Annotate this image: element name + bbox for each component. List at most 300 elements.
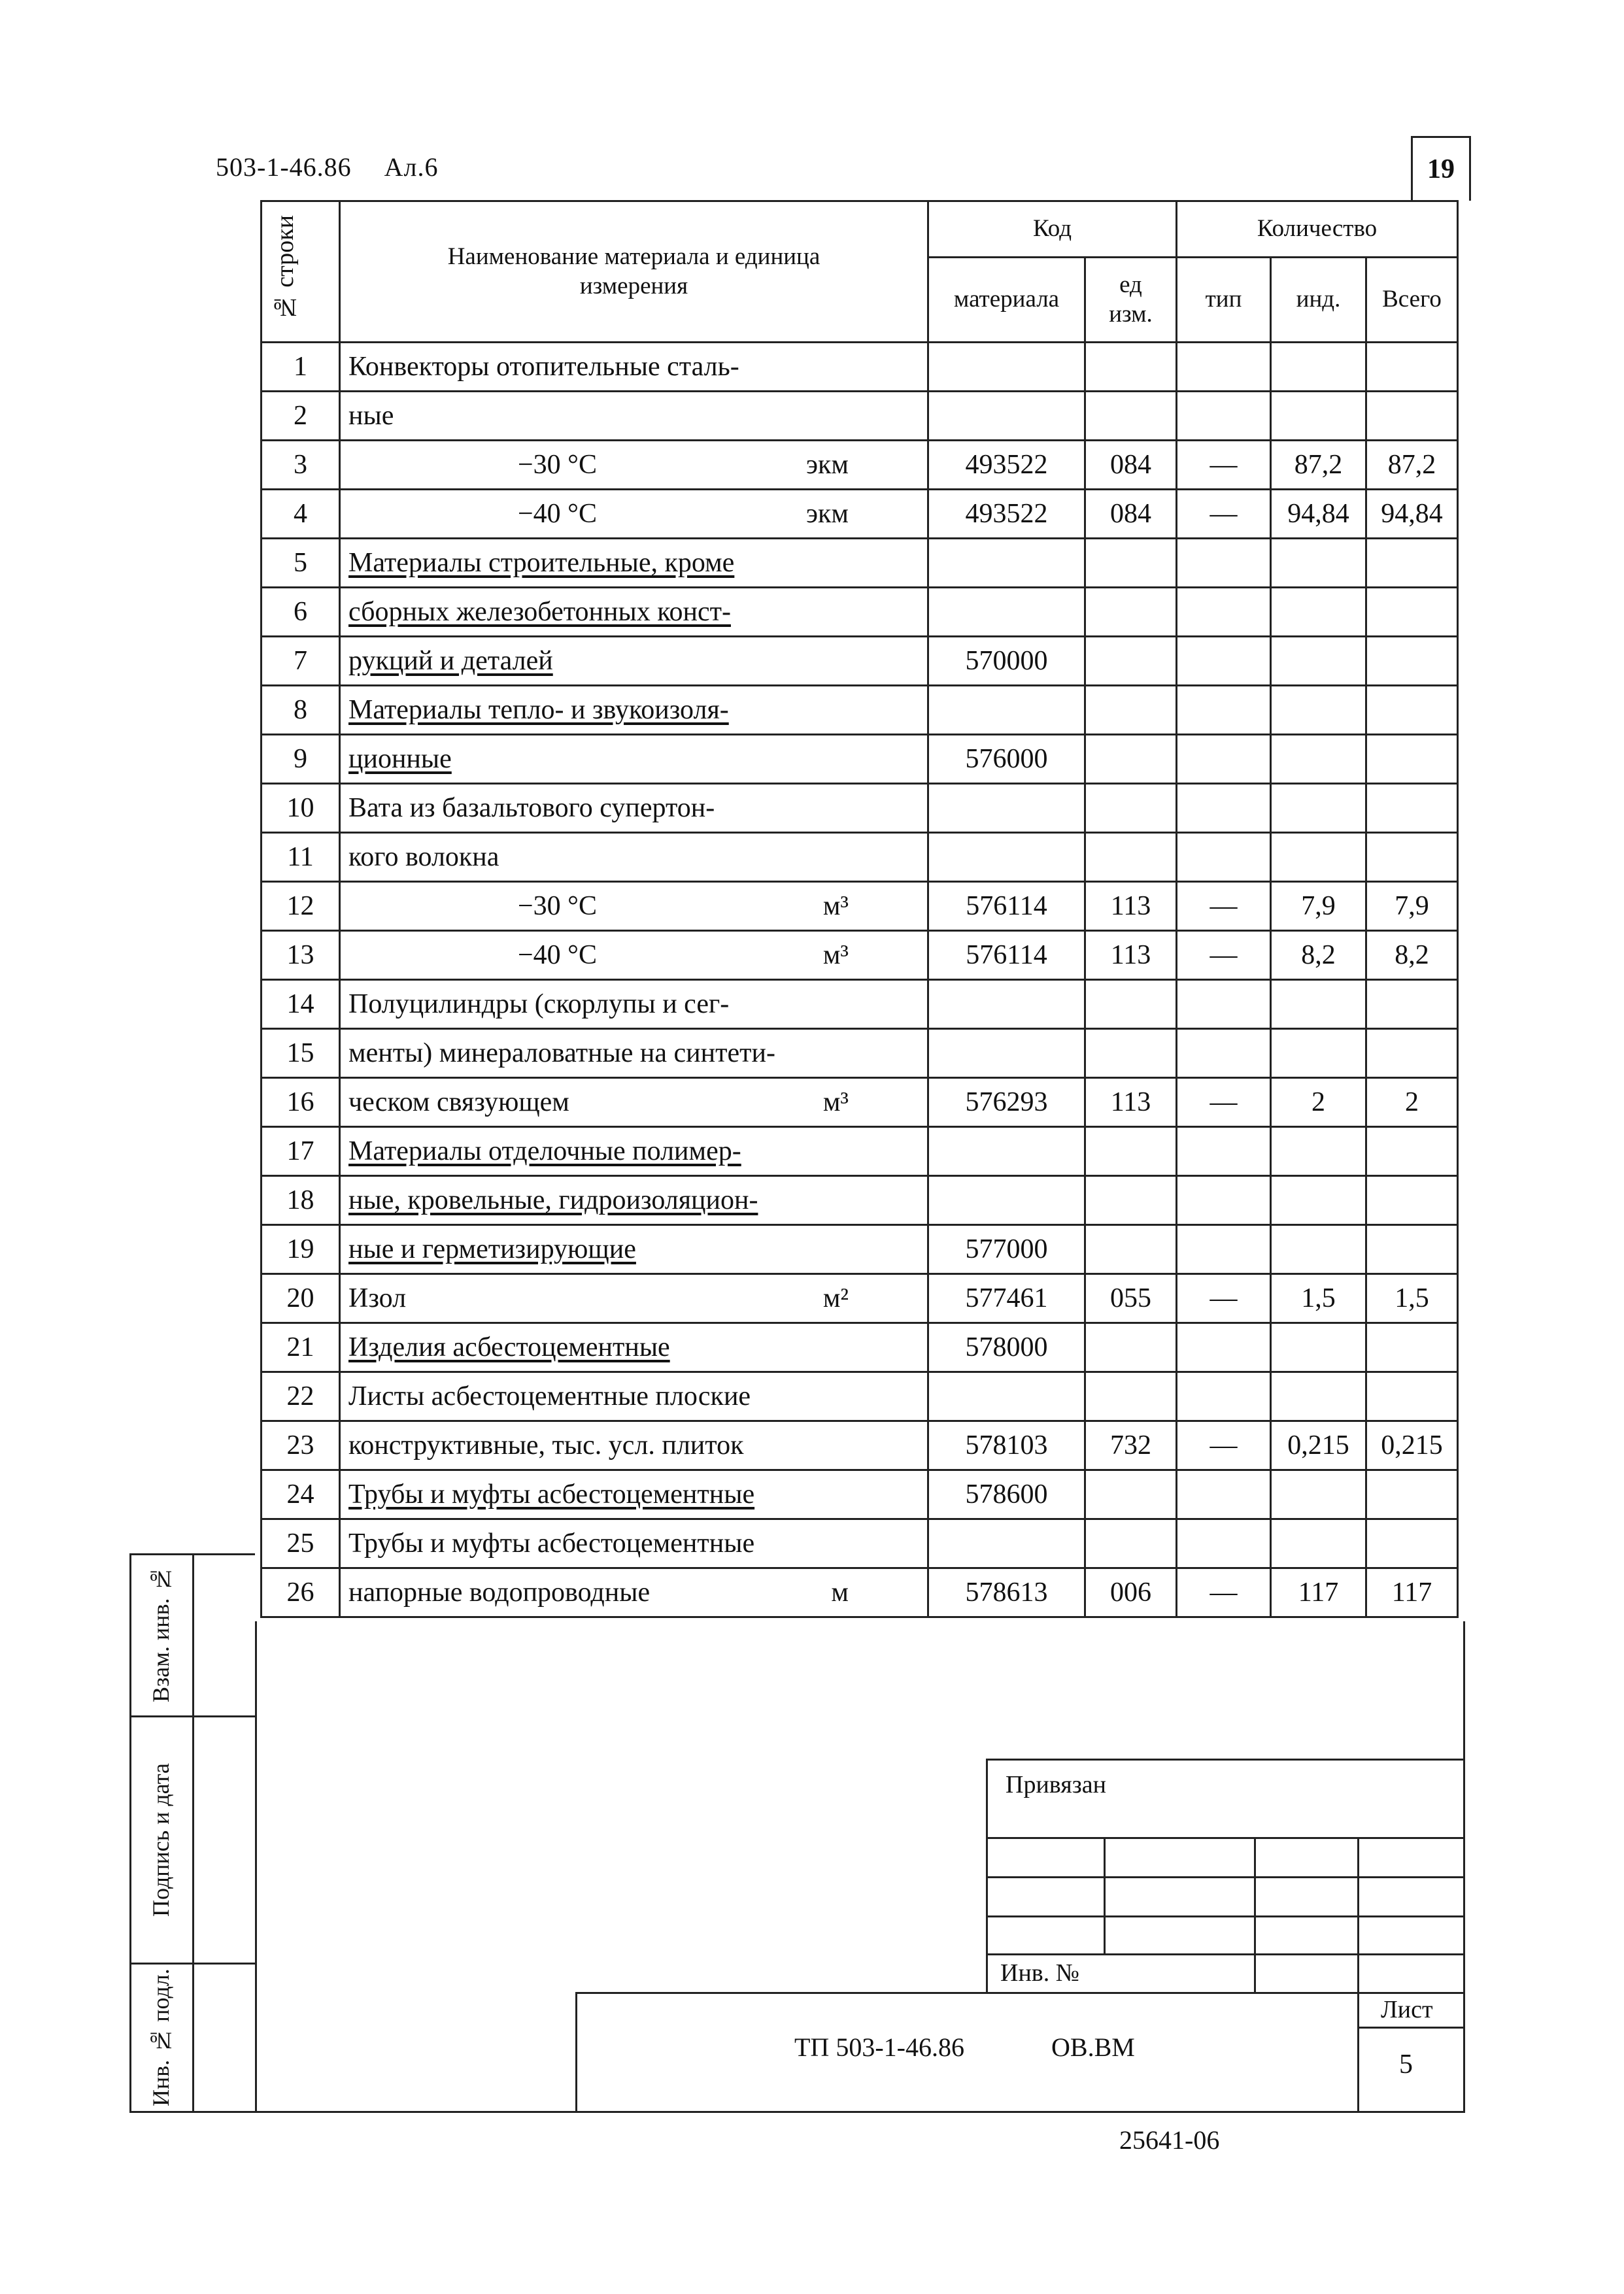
qty-total-cell	[1366, 637, 1458, 686]
row-number: 25	[286, 1528, 314, 1559]
row-number: 22	[286, 1381, 314, 1411]
doc-number: 503-1-46.86	[216, 152, 352, 182]
unit-code-cell	[1085, 441, 1177, 490]
unit-code-cell	[1085, 343, 1177, 392]
unit-code-cell	[1085, 637, 1177, 686]
material-code-cell	[928, 1176, 1085, 1225]
material-name: конструктивные, тыс. усл. плиток	[348, 1430, 744, 1460]
material-name: сборных железобетонных конст-	[348, 597, 731, 627]
material-code-cell	[928, 931, 1085, 980]
material-name: ные	[348, 401, 394, 431]
inv-number-label: Инв. №	[1000, 1959, 1079, 1987]
material-name-cell	[340, 588, 928, 637]
table-row	[262, 833, 1458, 882]
material-code: 578103	[965, 1430, 1048, 1460]
qty-total-cell	[1366, 539, 1458, 588]
row-number-cell	[262, 588, 340, 637]
material-name: менты) минераловатные на синтети-	[348, 1038, 775, 1068]
qty-individual-cell	[1271, 1519, 1366, 1568]
qty-individual-cell	[1271, 1323, 1366, 1372]
material-name-cell	[340, 1225, 928, 1274]
col-qty-type	[1177, 258, 1271, 343]
qty-type: —	[1210, 940, 1238, 970]
qty-type-cell	[1177, 441, 1271, 490]
unit-code: 113	[1110, 1087, 1151, 1117]
material-name-cell	[340, 343, 928, 392]
row-number: 12	[286, 891, 314, 921]
stamp-original-inv-label: Инв. № подл.	[148, 1968, 174, 2107]
material-name-cell	[340, 637, 928, 686]
qty-type-cell	[1177, 1519, 1271, 1568]
unit-code-cell	[1085, 1372, 1177, 1421]
qty-total-cell	[1366, 1470, 1458, 1519]
row-number-cell	[262, 735, 340, 784]
material-code-cell	[928, 1568, 1085, 1617]
material-code-cell	[928, 1078, 1085, 1127]
material-code-cell	[928, 392, 1085, 441]
page-number-box	[1411, 136, 1471, 201]
row-number: 6	[294, 597, 307, 627]
sheet-label: Лист	[1381, 1996, 1433, 2023]
material-name: Трубы и муфты асбестоцементные	[348, 1528, 755, 1559]
qty-total: 1,5	[1395, 1283, 1429, 1313]
row-number-cell	[262, 1323, 340, 1372]
qty-total-cell	[1366, 441, 1458, 490]
material-name: Изол	[348, 1283, 407, 1313]
unit-code-cell	[1085, 1568, 1177, 1617]
row-number-cell	[262, 637, 340, 686]
unit-code-cell	[1085, 1078, 1177, 1127]
row-number-cell	[262, 1274, 340, 1323]
row-number-cell	[262, 1029, 340, 1078]
document-mark: ОВ.ВМ	[1051, 2033, 1135, 2062]
qty-individual-cell	[1271, 1470, 1366, 1519]
material-code-cell	[928, 1372, 1085, 1421]
unit-code-cell	[1085, 1274, 1177, 1323]
row-number-cell	[262, 1372, 340, 1421]
material-name-cell	[340, 1274, 928, 1323]
col-row-no	[262, 201, 340, 343]
qty-total: 117	[1391, 1577, 1432, 1608]
qty-total: 0,215	[1381, 1430, 1443, 1460]
table-row	[262, 980, 1458, 1029]
col-qty-total-label: Всего	[1382, 286, 1442, 313]
col-qty-group-label: Количество	[1257, 215, 1378, 243]
row-number-cell	[262, 833, 340, 882]
unit-code-cell	[1085, 1323, 1177, 1372]
qty-type: —	[1210, 1283, 1238, 1313]
col-code-group-label: Код	[1032, 215, 1072, 243]
row-number: 8	[294, 695, 307, 725]
qty-individual-cell	[1271, 1274, 1366, 1323]
unit-code: 113	[1110, 940, 1151, 970]
row-number: 11	[287, 842, 314, 872]
material-name: Листы асбестоцементные плоские	[348, 1381, 751, 1411]
qty-total-cell	[1366, 1519, 1458, 1568]
row-number-cell	[262, 1127, 340, 1176]
qty-type-cell	[1177, 686, 1271, 735]
qty-type-cell	[1177, 1470, 1271, 1519]
privyazan-label: Привязан	[1006, 1771, 1106, 1798]
order-number: 25641-06	[1119, 2125, 1220, 2155]
qty-total-cell	[1366, 1568, 1458, 1617]
material-name: Материалы отделочные полимер-	[348, 1136, 741, 1166]
qty-type: —	[1210, 1577, 1238, 1608]
temperature-label: −30 °С	[518, 450, 597, 480]
sheet-number: 5	[1399, 2049, 1413, 2080]
table-row	[262, 1127, 1458, 1176]
qty-type-cell	[1177, 539, 1271, 588]
qty-type: —	[1210, 1430, 1238, 1460]
row-number-cell	[262, 343, 340, 392]
table-row	[262, 1029, 1458, 1078]
qty-individual-cell	[1271, 833, 1366, 882]
qty-individual: 8,2	[1301, 940, 1336, 970]
unit-of-measure: м	[831, 1577, 849, 1608]
row-number-cell	[262, 1568, 340, 1617]
materials-table	[260, 200, 1459, 1618]
temperature-label: −30 °С	[518, 891, 597, 921]
material-code-cell	[928, 588, 1085, 637]
qty-total-cell	[1366, 882, 1458, 931]
qty-type-cell	[1177, 588, 1271, 637]
material-code-cell	[928, 1274, 1085, 1323]
row-number: 19	[286, 1234, 314, 1264]
qty-individual-cell	[1271, 588, 1366, 637]
material-name-cell	[340, 1519, 928, 1568]
col-qty-total	[1366, 258, 1458, 343]
table-row	[262, 1568, 1458, 1617]
qty-individual-cell	[1271, 1225, 1366, 1274]
table-row	[262, 539, 1458, 588]
material-name-cell	[340, 882, 928, 931]
qty-total-cell	[1366, 833, 1458, 882]
qty-type-cell	[1177, 1029, 1271, 1078]
table-row	[262, 1274, 1458, 1323]
material-code-cell	[928, 1029, 1085, 1078]
material-name: Полуцилиндры (скорлупы и сег-	[348, 989, 730, 1019]
col-code-material	[928, 258, 1085, 343]
material-code-cell	[928, 343, 1085, 392]
material-name-cell	[340, 1470, 928, 1519]
table-row	[262, 1078, 1458, 1127]
unit-code: 084	[1110, 499, 1151, 529]
row-number: 26	[286, 1577, 314, 1608]
unit-of-measure: экм	[805, 499, 849, 529]
document-header	[216, 152, 439, 182]
material-code: 578000	[965, 1332, 1048, 1362]
material-code-cell	[928, 882, 1085, 931]
row-number: 13	[286, 940, 314, 970]
table-row	[262, 490, 1458, 539]
unit-code-cell	[1085, 686, 1177, 735]
qty-type: —	[1210, 1087, 1238, 1117]
table-row	[262, 343, 1458, 392]
row-number: 15	[286, 1038, 314, 1068]
qty-total-cell	[1366, 686, 1458, 735]
material-name-cell	[340, 686, 928, 735]
unit-of-measure: м³	[822, 940, 849, 970]
row-number: 24	[286, 1479, 314, 1510]
material-name-cell	[340, 931, 928, 980]
qty-total-cell	[1366, 1127, 1458, 1176]
row-number-cell	[262, 490, 340, 539]
material-name: Материалы тепло- и звукоизоля-	[348, 695, 729, 725]
qty-individual: 0,215	[1287, 1430, 1349, 1460]
material-name: ческом связующем	[348, 1087, 569, 1117]
qty-total-cell	[1366, 1078, 1458, 1127]
material-name: Конвекторы отопительные сталь-	[348, 352, 739, 382]
unit-code-cell	[1085, 1470, 1177, 1519]
qty-total-cell	[1366, 392, 1458, 441]
qty-type-cell	[1177, 1274, 1271, 1323]
qty-type-cell	[1177, 637, 1271, 686]
col-code-group	[928, 201, 1177, 258]
material-name-cell	[340, 1078, 928, 1127]
qty-individual: 117	[1298, 1577, 1339, 1608]
material-name: ционные	[348, 744, 452, 774]
qty-individual: 1,5	[1301, 1283, 1336, 1313]
material-code-cell	[928, 1127, 1085, 1176]
material-name-cell	[340, 1372, 928, 1421]
qty-individual-cell	[1271, 1568, 1366, 1617]
material-name: ные, кровельные, гидроизоляцион-	[348, 1185, 758, 1215]
qty-type: —	[1210, 499, 1238, 529]
col-qty-ind-label: инд.	[1296, 286, 1341, 313]
unit-code-cell	[1085, 1519, 1177, 1568]
qty-type-cell	[1177, 1372, 1271, 1421]
qty-total-cell	[1366, 931, 1458, 980]
qty-individual-cell	[1271, 1029, 1366, 1078]
col-code-unit	[1085, 258, 1177, 343]
col-name	[340, 201, 928, 343]
qty-total-cell	[1366, 1421, 1458, 1470]
qty-total-cell	[1366, 1274, 1458, 1323]
row-number: 18	[286, 1185, 314, 1215]
material-code: 576114	[966, 891, 1047, 921]
left-stamp	[129, 1553, 255, 2113]
table-row	[262, 784, 1458, 833]
qty-individual-cell	[1271, 441, 1366, 490]
unit-code-cell	[1085, 539, 1177, 588]
document-designation: ТП 503-1-46.86	[794, 2033, 964, 2062]
material-code: 493522	[965, 499, 1048, 529]
qty-individual-cell	[1271, 1421, 1366, 1470]
material-name-cell	[340, 833, 928, 882]
row-number-cell	[262, 1078, 340, 1127]
temperature-label: −40 °С	[518, 940, 597, 970]
row-number: 5	[294, 548, 307, 578]
qty-individual-cell	[1271, 637, 1366, 686]
qty-type-cell	[1177, 1176, 1271, 1225]
row-number-cell	[262, 1421, 340, 1470]
material-code: 570000	[965, 646, 1048, 676]
row-number: 10	[286, 793, 314, 823]
row-number-cell	[262, 1470, 340, 1519]
stamp-replaced-inv-label: Взам. инв. №	[148, 1566, 174, 1703]
qty-type-cell	[1177, 1421, 1271, 1470]
qty-total-cell	[1366, 980, 1458, 1029]
unit-code-cell	[1085, 784, 1177, 833]
qty-individual-cell	[1271, 882, 1366, 931]
unit-of-measure: м³	[822, 891, 849, 921]
row-number-cell	[262, 539, 340, 588]
row-number-cell	[262, 784, 340, 833]
qty-individual-cell	[1271, 392, 1366, 441]
unit-code-cell	[1085, 588, 1177, 637]
material-code: 577461	[965, 1283, 1048, 1313]
qty-total: 2	[1405, 1087, 1419, 1117]
unit-code: 732	[1110, 1430, 1151, 1460]
qty-total: 94,84	[1381, 499, 1443, 529]
album-label: Ал.6	[384, 152, 439, 182]
material-code: 577000	[965, 1234, 1048, 1264]
material-name-cell	[340, 980, 928, 1029]
row-number: 20	[286, 1283, 314, 1313]
material-name: Вата из базальтового супертон-	[348, 793, 715, 823]
table-body	[262, 343, 1458, 1617]
material-code: 576114	[966, 940, 1047, 970]
qty-type-cell	[1177, 343, 1271, 392]
material-name-cell	[340, 1127, 928, 1176]
col-code-unit-label: ед изм.	[1109, 271, 1153, 328]
qty-type-cell	[1177, 833, 1271, 882]
qty-type-cell	[1177, 490, 1271, 539]
row-number-cell	[262, 441, 340, 490]
unit-code-cell	[1085, 833, 1177, 882]
qty-type: —	[1210, 891, 1238, 921]
material-code-cell	[928, 539, 1085, 588]
col-qty-type-label: тип	[1205, 286, 1242, 313]
unit-of-measure: экм	[805, 450, 849, 480]
qty-individual-cell	[1271, 1127, 1366, 1176]
qty-individual: 94,84	[1287, 499, 1349, 529]
row-number: 3	[294, 450, 307, 480]
material-name: Материалы строительные, кроме	[348, 548, 735, 578]
qty-type-cell	[1177, 784, 1271, 833]
material-code: 578600	[965, 1479, 1048, 1510]
row-number: 1	[294, 352, 307, 382]
col-code-material-label: материала	[953, 286, 1060, 313]
table-row	[262, 931, 1458, 980]
unit-code-cell	[1085, 490, 1177, 539]
material-name-cell	[340, 1421, 928, 1470]
qty-total: 87,2	[1387, 450, 1436, 480]
row-number: 16	[286, 1087, 314, 1117]
qty-type-cell	[1177, 980, 1271, 1029]
unit-code-cell	[1085, 1176, 1177, 1225]
table-row	[262, 1421, 1458, 1470]
stamp-signature-date-label: Подпись и дата	[148, 1763, 174, 1917]
table-row	[262, 637, 1458, 686]
qty-total-cell	[1366, 1176, 1458, 1225]
material-code: 493522	[965, 450, 1048, 480]
unit-code-cell	[1085, 931, 1177, 980]
material-name-cell	[340, 784, 928, 833]
material-code: 576000	[965, 744, 1048, 774]
table-row	[262, 392, 1458, 441]
row-number: 9	[294, 744, 307, 774]
material-code-cell	[928, 637, 1085, 686]
unit-code: 084	[1110, 450, 1151, 480]
table-row	[262, 686, 1458, 735]
table-header	[262, 201, 1458, 343]
table-row	[262, 1372, 1458, 1421]
material-name-cell	[340, 1568, 928, 1617]
material-code: 578613	[965, 1577, 1048, 1608]
unit-of-measure: м²	[822, 1283, 849, 1313]
unit-code: 113	[1110, 891, 1151, 921]
row-number-cell	[262, 1176, 340, 1225]
table-row	[262, 882, 1458, 931]
unit-code: 006	[1110, 1577, 1151, 1608]
qty-total: 8,2	[1395, 940, 1429, 970]
qty-total-cell	[1366, 490, 1458, 539]
row-number-cell	[262, 1519, 340, 1568]
unit-code-cell	[1085, 1029, 1177, 1078]
qty-type-cell	[1177, 1225, 1271, 1274]
material-name-cell	[340, 392, 928, 441]
table-row	[262, 588, 1458, 637]
material-name: Изделия асбестоцементные	[348, 1332, 670, 1362]
qty-type-cell	[1177, 1323, 1271, 1372]
material-name-cell	[340, 539, 928, 588]
material-code-cell	[928, 784, 1085, 833]
row-number-cell	[262, 882, 340, 931]
row-number-cell	[262, 686, 340, 735]
qty-type-cell	[1177, 735, 1271, 784]
qty-type-cell	[1177, 1568, 1271, 1617]
unit-of-measure: м³	[822, 1087, 849, 1117]
material-name: кого волокна	[348, 842, 499, 872]
material-code-cell	[928, 686, 1085, 735]
row-number: 4	[294, 499, 307, 529]
col-row-no-label: № строки	[271, 214, 299, 321]
material-code-cell	[928, 1470, 1085, 1519]
table-row	[262, 1519, 1458, 1568]
qty-total-cell	[1366, 588, 1458, 637]
unit-code-cell	[1085, 735, 1177, 784]
qty-individual-cell	[1271, 931, 1366, 980]
qty-individual-cell	[1271, 490, 1366, 539]
material-name-cell	[340, 441, 928, 490]
qty-individual: 7,9	[1301, 891, 1336, 921]
material-code-cell	[928, 735, 1085, 784]
material-code-cell	[928, 441, 1085, 490]
row-number: 23	[286, 1430, 314, 1460]
col-qty-group	[1177, 201, 1458, 258]
qty-individual-cell	[1271, 1372, 1366, 1421]
table-row	[262, 735, 1458, 784]
material-code-cell	[928, 1519, 1085, 1568]
qty-individual-cell	[1271, 539, 1366, 588]
col-name-label: Наименование материала и единица измерения	[447, 243, 820, 299]
qty-type-cell	[1177, 1078, 1271, 1127]
page-number: 19	[1427, 154, 1455, 184]
qty-individual: 87,2	[1294, 450, 1343, 480]
row-number-cell	[262, 392, 340, 441]
qty-total-cell	[1366, 343, 1458, 392]
row-number: 7	[294, 646, 307, 676]
unit-code: 055	[1110, 1283, 1151, 1313]
table-row	[262, 1225, 1458, 1274]
temperature-label: −40 °С	[518, 499, 597, 529]
qty-total-cell	[1366, 1029, 1458, 1078]
unit-code-cell	[1085, 882, 1177, 931]
row-number: 21	[286, 1332, 314, 1362]
qty-total: 7,9	[1395, 891, 1429, 921]
qty-total-cell	[1366, 1372, 1458, 1421]
